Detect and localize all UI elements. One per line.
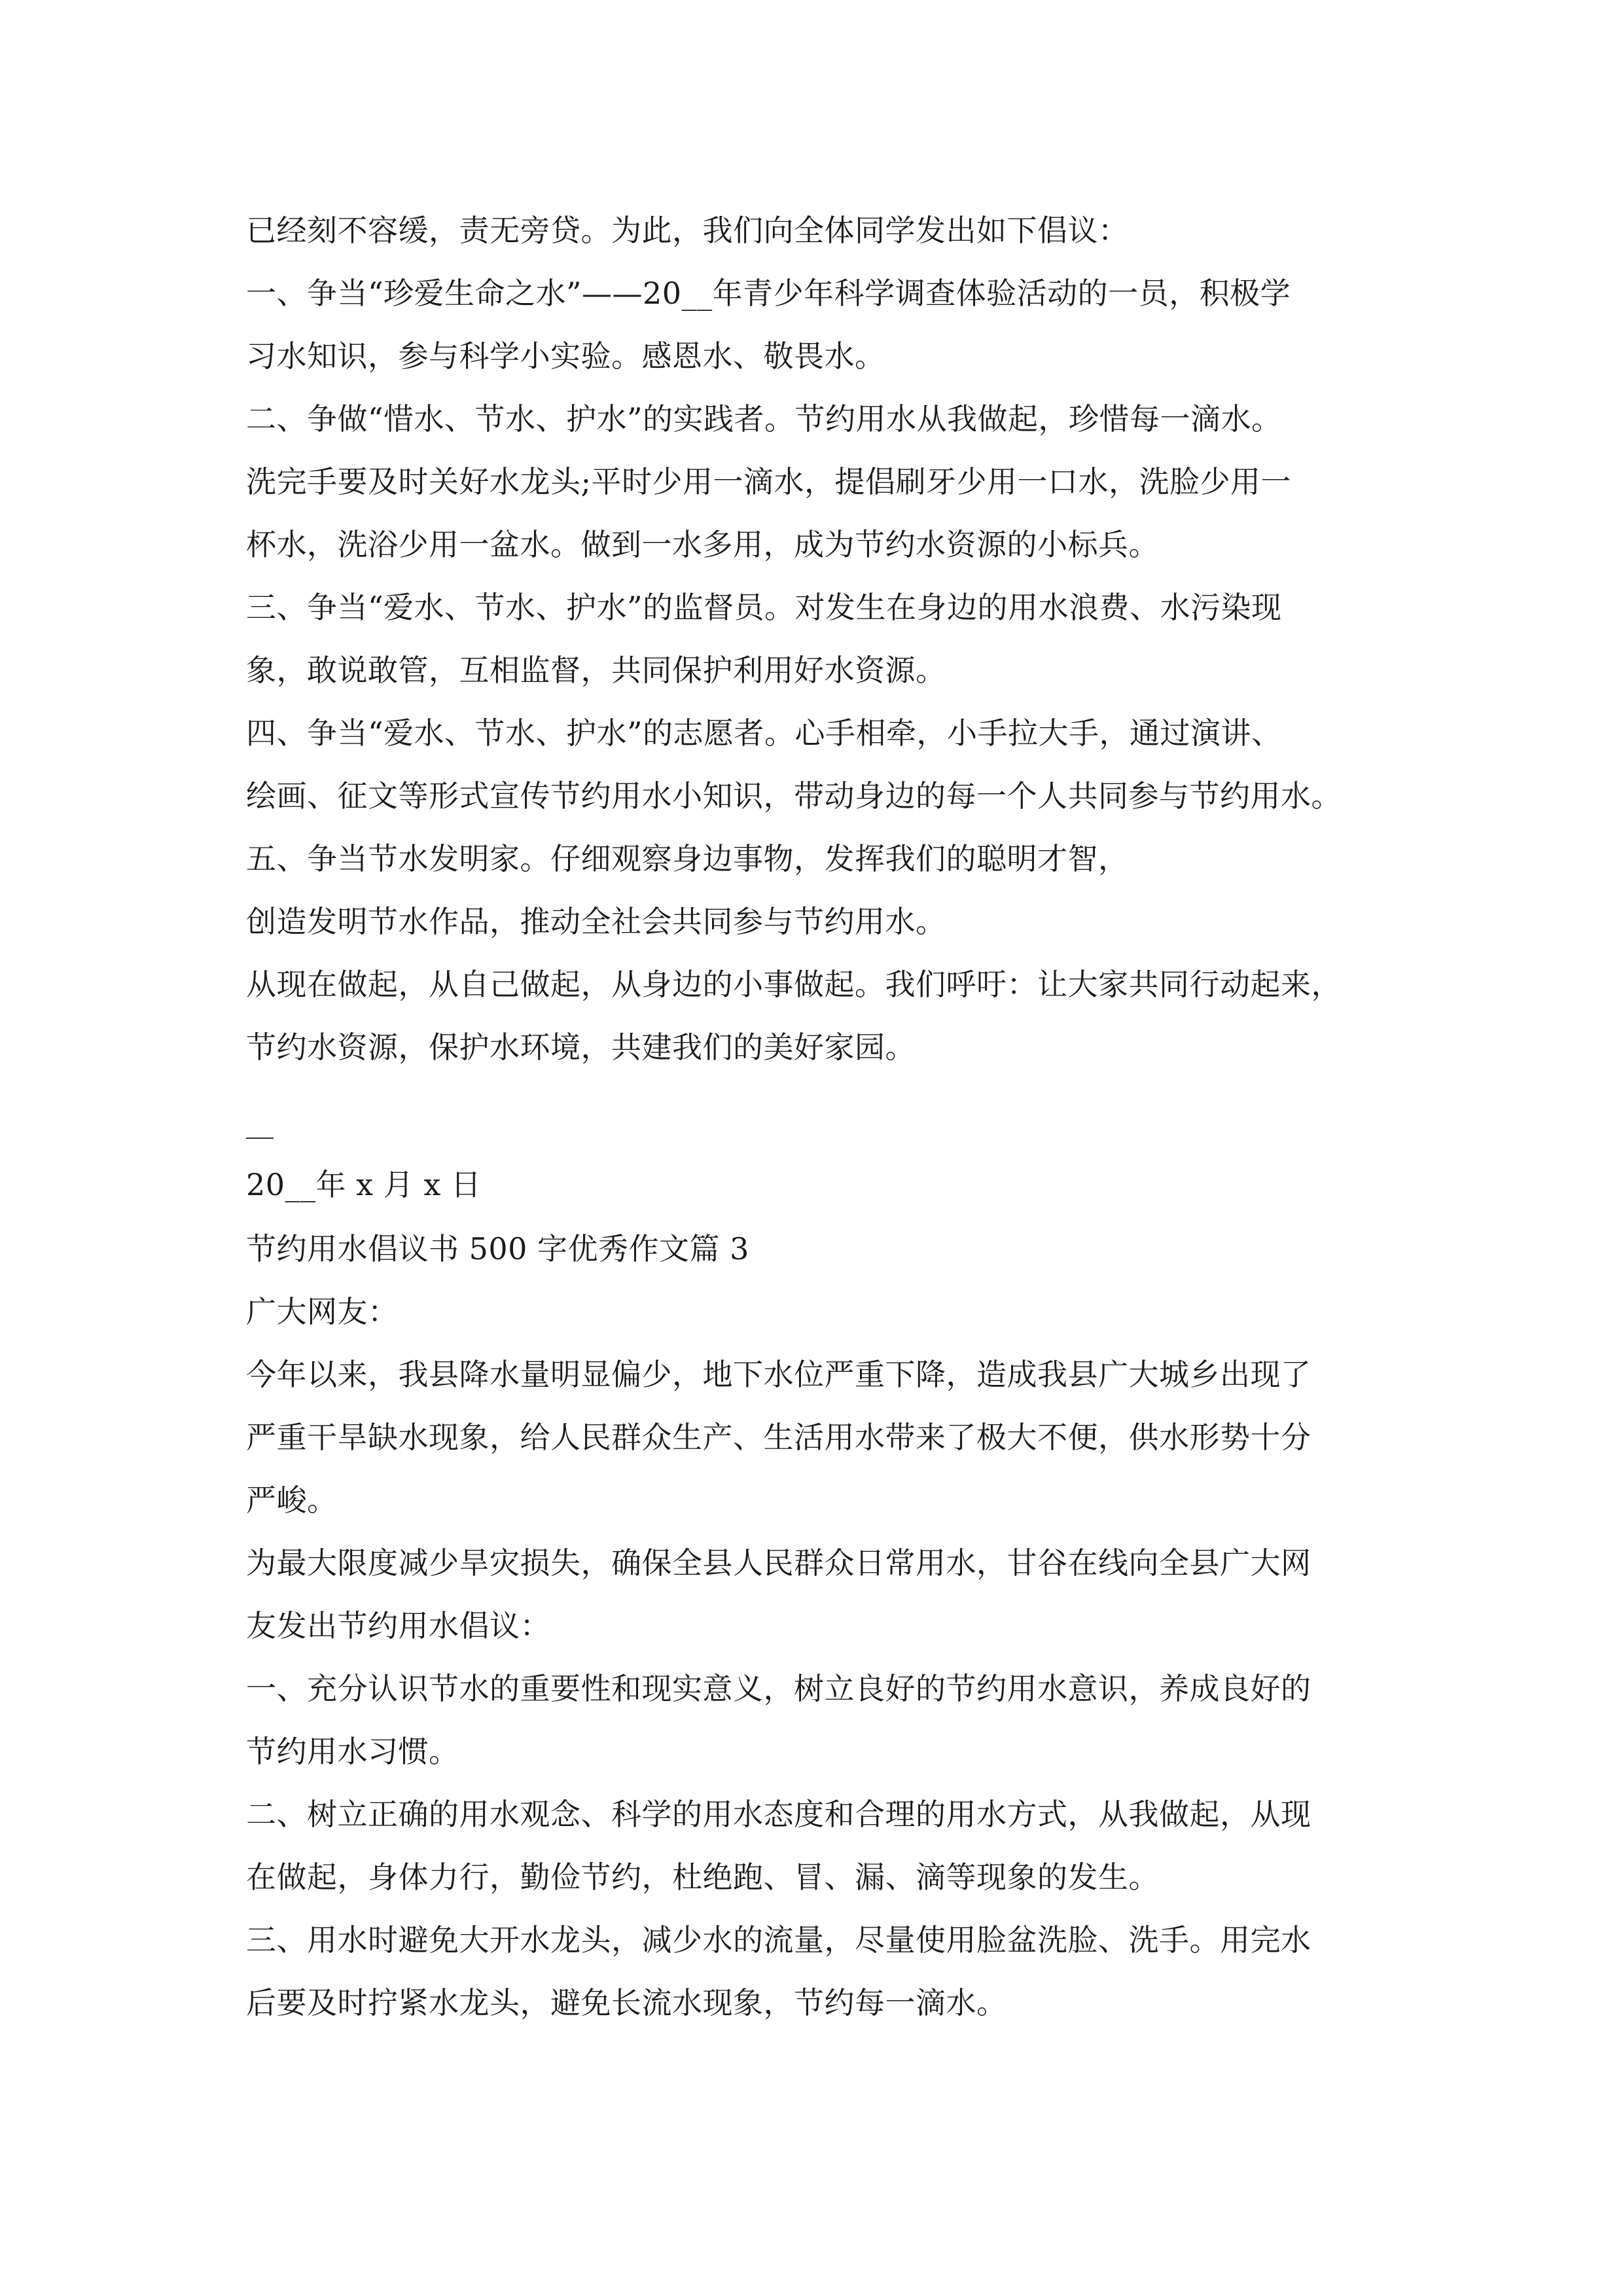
paragraph-line: 节约水资源，保护水环境，共建我们的美好家园。 bbox=[246, 1030, 916, 1065]
paragraph-line: 杯水，洗浴少用一盆水。做到一水多用，成为节约水资源的小标兵。 bbox=[246, 527, 1159, 562]
paragraph-line: 一、充分认识节水的重要性和现实意义，树立良好的节约用水意识，养成良好的 bbox=[246, 1671, 1311, 1706]
paragraph-line: 三、争当“爱水、节水、护水”的监督员。对发生在身边的用水浪费、水污染现 bbox=[246, 590, 1282, 625]
paragraph-line: 从现在做起，从自己做起，从身边的小事做起。我们呼吁：让大家共同行动起来， bbox=[246, 967, 1342, 1002]
paragraph-line: 节约用水习惯。 bbox=[246, 1734, 459, 1769]
paragraph-line: 在做起，身体力行，勤俭节约，杜绝跑、冒、漏、滴等现象的发生。 bbox=[246, 1859, 1159, 1895]
article-title: 节约用水倡议书 500 字优秀作文篇 3 bbox=[246, 1231, 749, 1266]
paragraph-line: 二、争做“惜水、节水、护水”的实践者。节约用水从我做起，珍惜每一滴水。 bbox=[246, 401, 1282, 437]
paragraph-line: 习水知识，参与科学小实验。感恩水、敬畏水。 bbox=[246, 338, 885, 374]
paragraph-line: 一、争当“珍爱生命之水”——20__年青少年科学调查体验活动的一员，积极学 bbox=[246, 276, 1291, 311]
paragraph-line: 后要及时拧紧水龙头，避免长流水现象，节约每一滴水。 bbox=[246, 1985, 1007, 2020]
paragraph-line: 绘画、征文等形式宣传节约用水小知识，带动身边的每一个人共同参与节约用水。 bbox=[246, 778, 1342, 814]
paragraph-line: 已经刻不容缓，责无旁贷。为此，我们向全体同学发出如下倡议： bbox=[246, 213, 1129, 248]
paragraph-line: 象，敢说敢管，互相监督，共同保护利用好水资源。 bbox=[246, 653, 946, 688]
paragraph-line: 洗完手要及时关好水龙头;平时少用一滴水，提倡刷牙少用一口水，洗脸少用一 bbox=[246, 464, 1291, 499]
paragraph-line: 严重干旱缺水现象，给人民群众生产、生活用水带来了极大不便，供水形势十分 bbox=[246, 1420, 1311, 1455]
paragraph-line: 严峻。 bbox=[246, 1482, 338, 1518]
signature-date: 20__年 x 月 x 日 bbox=[246, 1167, 482, 1202]
paragraph-line: 三、用水时避免大开水龙头，减少水的流量，尽量使用脸盆洗脸、洗手。用完水 bbox=[246, 1922, 1311, 1958]
salutation: 广大网友： bbox=[246, 1294, 399, 1329]
paragraph-line: 五、争当节水发明家。仔细观察身边事物，发挥我们的聪明才智， bbox=[246, 841, 1129, 876]
signature-divider bbox=[246, 1138, 274, 1139]
paragraph-line: 四、争当“爱水、节水、护水”的志愿者。心手相牵，小手拉大手，通过演讲、 bbox=[246, 715, 1282, 751]
paragraph-line: 友发出节约用水倡议： bbox=[246, 1608, 550, 1643]
paragraph-line: 创造发明节水作品，推动全社会共同参与节约用水。 bbox=[246, 904, 946, 939]
paragraph-line: 为最大限度减少旱灾损失，确保全县人民群众日常用水，甘谷在线向全县广大网 bbox=[246, 1545, 1311, 1581]
paragraph-line: 今年以来，我县降水量明显偏少，地下水位严重下降，造成我县广大城乡出现了 bbox=[246, 1357, 1311, 1392]
paragraph-line: 二、树立正确的用水观念、科学的用水态度和合理的用水方式，从我做起，从现 bbox=[246, 1797, 1311, 1832]
